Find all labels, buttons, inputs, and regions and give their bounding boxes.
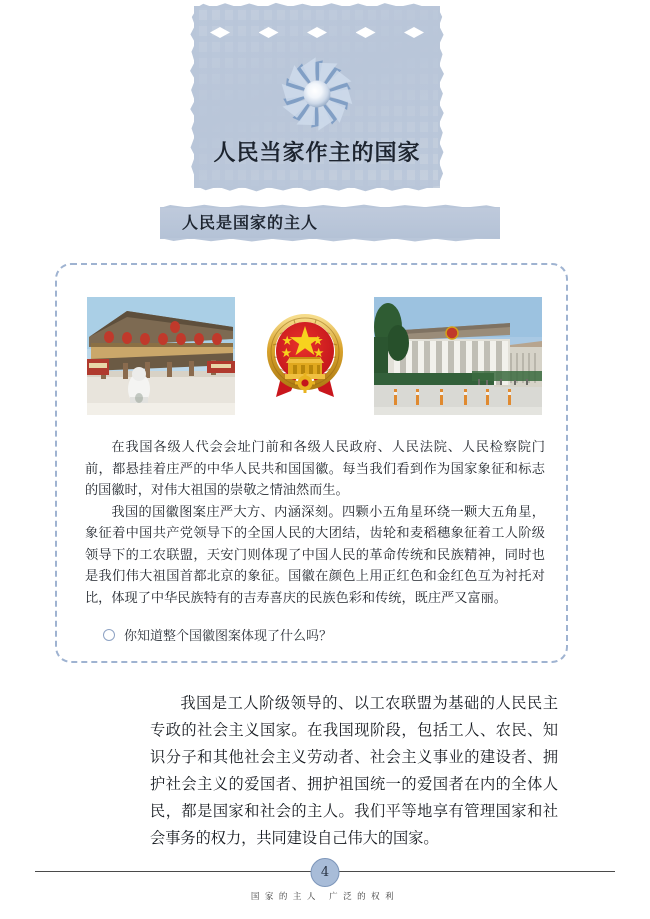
chapter-title: 人民当家作主的国家: [213, 140, 421, 166]
traditional-hall-photo: [87, 297, 235, 415]
chapter-title-block: [194, 6, 440, 188]
diamond-icon: [259, 27, 279, 38]
section-subtitle-band: [160, 207, 500, 239]
page-number-badge: 4: [311, 858, 340, 887]
pinwheel-sunburst-icon: [275, 52, 359, 136]
content-panel: [55, 263, 568, 663]
page-footer: [0, 858, 650, 918]
closing-paragraph: 我国是工人阶级领导的、以工农联盟为基础的人民民主专政的社会主义国家。在我国现阶段，包括工人、农民、知识分子和其他社会主义劳动者、社会主义事业的建设者、拥护社会主义的爱国者、拥护祖国统一的爱国者在内的全体人民，都是国家和社会的主人。我们平等地享有管理国家和社会事务的权力，共同建设自己伟大的国家。: [150, 694, 558, 847]
photo-row: [87, 295, 542, 417]
footer-running-title: 国家的主人 广泛的权利: [250, 892, 400, 902]
article-paragraph-2: 我国的国徽图案庄严大方、内涵深刻。四颗小五角星环绕一颗大五角星，象征着中国共产党领导下的全国人民的大团结，齿轮和麦稻穗象征着工人阶级领导下的工农联盟，天安门则体现了中国人民的革命传统和民族精神，同时也是我们伟大祖国首都北京的象征。国徽在颜色上用正红色和金红色互为衬托对比，体现了中华民族特有的吉寿喜庆的民族色彩和传统，既庄严又富丽。: [85, 504, 545, 606]
circle-bullet-icon: [103, 629, 115, 641]
diamond-icon: [356, 27, 376, 38]
great-hall-of-the-people-photo: [374, 297, 542, 415]
national-emblem-image: [260, 307, 350, 405]
discussion-question: [103, 625, 332, 644]
diamond-icon: [404, 27, 424, 38]
closing-body: [150, 690, 558, 852]
article-paragraph-1: 在我国各级人代会会址门前和各级人民政府、人民法院、人民检察院门前，都悬挂着庄严的中华人民共和国国徽。每当我们看到作为国家象征和标志的国徽时，对伟大祖国的崇敬之情油然而生。: [85, 440, 545, 498]
discussion-question-text: 你知道整个国徽图案体现了什么吗？: [124, 629, 333, 644]
title-paper-bottom-edge: [196, 186, 438, 192]
diamond-icon: [307, 27, 327, 38]
section-subtitle: 人民是国家的主人: [182, 213, 319, 232]
diamond-ornament-row: [210, 26, 424, 39]
diamond-icon: [210, 27, 230, 38]
article-body: [85, 437, 545, 609]
